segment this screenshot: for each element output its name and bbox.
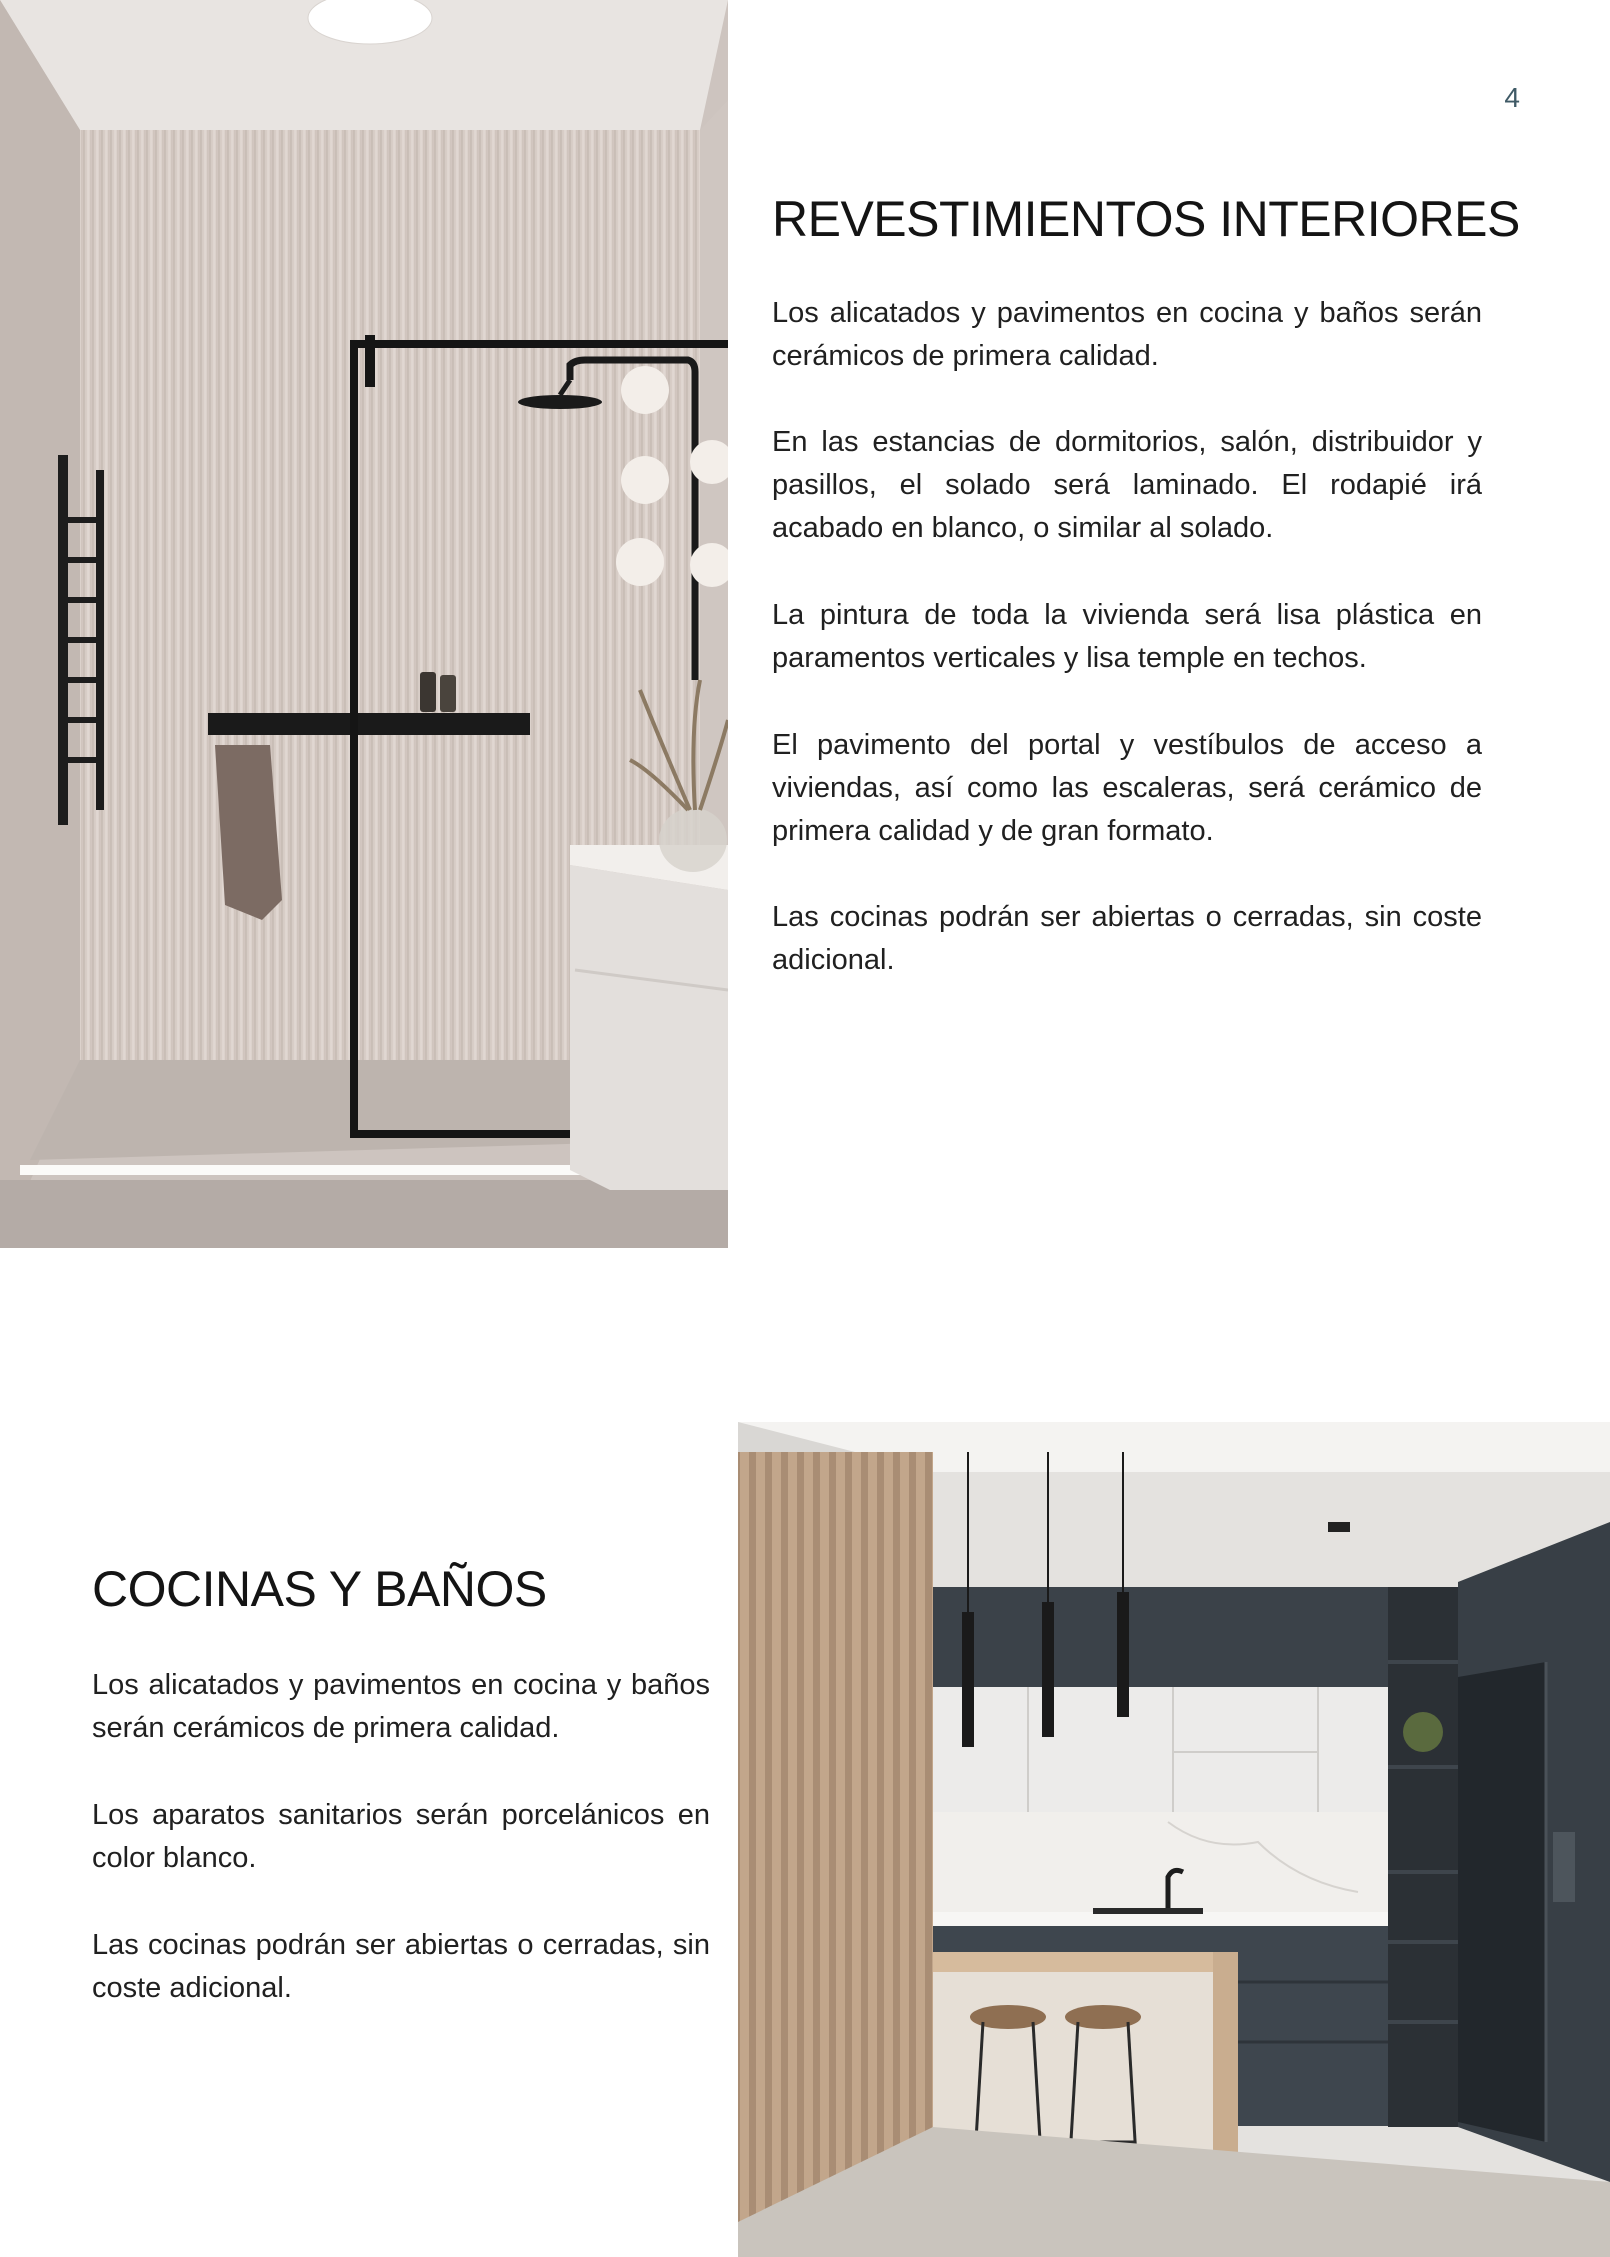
paragraph: Los alicatados y pavimentos en cocina y baños serán cerámicos de primera calidad.	[772, 297, 1482, 372]
paragraph: Las cocinas podrán ser abiertas o cerradas, sin coste adicional.	[92, 1929, 710, 2004]
section-title-cocinas: COCINAS Y BAÑOS	[92, 1561, 547, 1617]
section-title-revestimientos: REVESTIMIENTOS INTERIORES	[772, 191, 1520, 247]
kitchen-photo	[738, 1422, 1610, 2257]
paragraph: En las estancias de dormitorios, salón, distribuidor y pasillos, el solado será laminado. El rodapié irá acabado en blanco, o similar al solado.	[772, 426, 1482, 544]
paragraph: La pintura de toda la vivienda será lisa plástica en paramentos verticales y lisa temple en techos.	[772, 599, 1482, 674]
paragraph: Los aparatos sanitarios serán porcelánicos en color blanco.	[92, 1799, 710, 1874]
paragraph: Los alicatados y pavimentos en cocina y baños serán cerámicos de primera calidad.	[92, 1669, 710, 1744]
paragraph: Las cocinas podrán ser abiertas o cerradas, sin coste adicional.	[772, 901, 1482, 976]
page-number: 4	[1504, 82, 1520, 113]
paragraph: El pavimento del portal y vestíbulos de acceso a viviendas, así como las escaleras, será cerámico de primera calidad y de gran formato.	[772, 729, 1482, 847]
bathroom-photo	[0, 0, 728, 1248]
